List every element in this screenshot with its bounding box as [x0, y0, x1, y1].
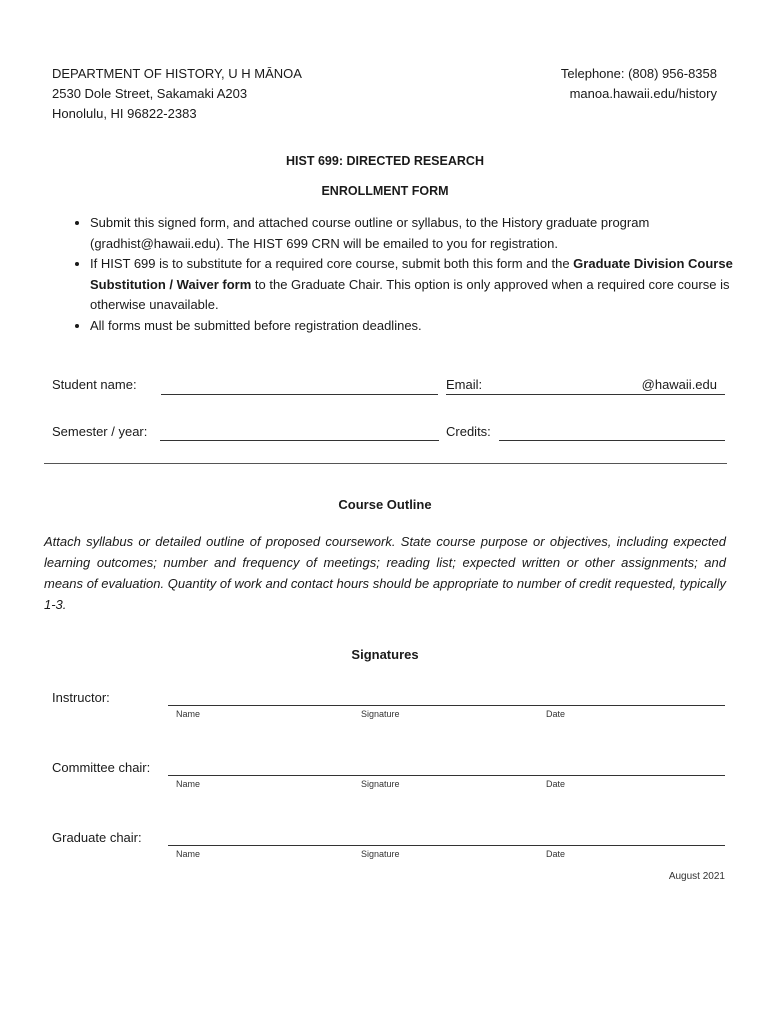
- address-line: DEPARTMENT OF HISTORY, U H MĀNOA: [52, 66, 302, 81]
- instruction-text: All forms must be submitted before registration deadlines.: [90, 317, 422, 333]
- instruction-item: [90, 254, 765, 316]
- semester-year-field[interactable]: [160, 440, 439, 441]
- date-caption: Date: [546, 709, 566, 719]
- graduate-chair-signature-line[interactable]: [168, 845, 725, 846]
- waiver-form-name: Graduate Division Course Substitution / Waiver form: [90, 256, 733, 292]
- student-name-field[interactable]: [161, 394, 438, 395]
- signature-caption: Signature: [361, 779, 400, 789]
- date-caption: Date: [546, 849, 566, 859]
- section-divider: [44, 463, 727, 464]
- website-link[interactable]: manoa.hawaii.edu/history: [569, 86, 717, 101]
- telephone: Telephone: (808) 956-8358: [560, 66, 717, 81]
- department-contact: [561, 64, 717, 104]
- semester-year-label: Semester / year:: [52, 424, 148, 439]
- signatures-heading: Signatures: [351, 647, 419, 662]
- email-field[interactable]: [446, 394, 725, 395]
- name-caption: Name: [176, 779, 201, 789]
- student-name-label: Student name:: [52, 377, 137, 392]
- address-line: Honolulu, HI 96822-2383: [52, 106, 197, 121]
- committee-chair-signature-line[interactable]: [168, 775, 725, 776]
- date-caption: Date: [546, 779, 566, 789]
- revision-date: August 2021: [668, 871, 725, 882]
- credits-label: Credits:: [446, 424, 491, 439]
- form-subtitle: ENROLLMENT FORM: [321, 184, 449, 198]
- name-caption: Name: [176, 709, 201, 719]
- instruction-text: Submit this signed form, and attached course outline or syllabus, to the History graduate program (gradhist@hawaii.edu). The HIST 699 CRN will be emailed to you for registration.: [90, 215, 650, 251]
- email-label: Email:: [446, 377, 483, 392]
- department-address: [52, 64, 302, 124]
- graduate-chair-label: Graduate chair:: [52, 830, 142, 845]
- committee-chair-label: Committee chair:: [52, 760, 151, 775]
- course-outline-instructions: Attach syllabus or detailed outline of proposed coursework. State course purpose or objectives, including expected learning outcomes; number and frequency of meetings; reading list; expected written or other assignments; and means of evaluation. Quantity of work and contact hours should be appropriate to number of credit requested, typically 1-3.: [44, 534, 726, 612]
- instructions-list: [52, 213, 765, 337]
- signature-caption: Signature: [361, 709, 400, 719]
- instruction-item: [90, 316, 765, 337]
- address-line: 2530 Dole Street, Sakamaki A203: [52, 86, 248, 101]
- signature-caption: Signature: [361, 849, 400, 859]
- form-title: HIST 699: DIRECTED RESEARCH: [286, 154, 484, 168]
- instruction-text: If HIST 699 is to substitute for a required core course, submit both this form and the: [90, 256, 574, 272]
- instructor-signature-line[interactable]: [168, 705, 725, 706]
- email-suffix: @hawaii.edu: [641, 377, 717, 392]
- credits-field[interactable]: [499, 440, 725, 441]
- course-outline-heading: Course Outline: [338, 497, 432, 512]
- instruction-item: [90, 213, 765, 254]
- instructor-label: Instructor:: [52, 690, 110, 705]
- instruction-text: to the Graduate Chair. This option is only approved when a required core course is otherwise unavailable.: [90, 276, 730, 313]
- name-caption: Name: [176, 849, 201, 859]
